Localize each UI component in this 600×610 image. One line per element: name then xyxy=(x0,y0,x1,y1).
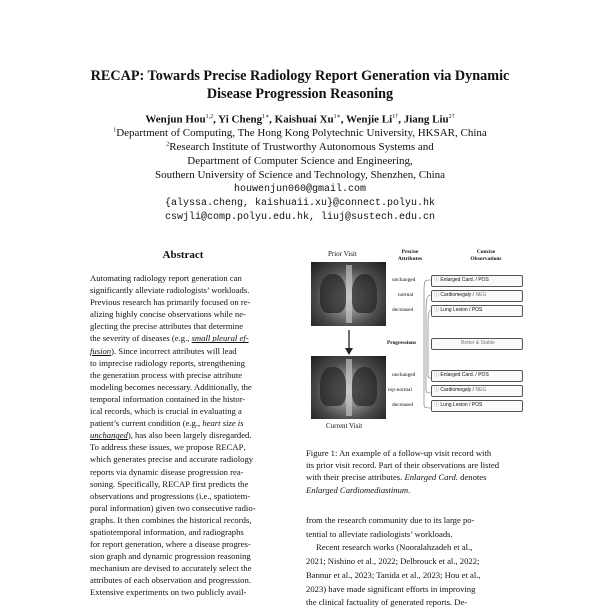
current-visit-label: Current Visit xyxy=(326,422,363,430)
info-icon: ⓘ xyxy=(434,277,440,283)
info-icon: ⓘ xyxy=(434,387,440,393)
prior-observation-box: ⓘ Cardiomegaly / NEG xyxy=(431,290,523,302)
figure-1-caption: Figure 1: An example of a follow-up visit record with its prior visit record. Part of their observations are listed with their precise attributes. Enlarged Card. denotes Enlarged Cardiomediastinum. xyxy=(306,448,500,495)
email-1: houwenjun060@gmail.com xyxy=(233,184,367,195)
prior-attr-3: decreased xyxy=(392,307,414,313)
prior-observation-box: ⓘ Lung Lesion / POS xyxy=(431,305,523,317)
prior-xray-image xyxy=(311,262,386,326)
affiliation-1: $^1$Department of Computing, The Hong Kong Polytechnic University, HKSAR, China xyxy=(113,127,487,139)
prior-visit-label: Prior Visit xyxy=(328,250,357,258)
figure-1 xyxy=(306,244,530,434)
connector-lines xyxy=(421,272,433,417)
progression-box: Better & Stable xyxy=(431,338,523,350)
paper-title-line-2: Disease Progression Reasoning xyxy=(206,86,394,102)
prior-attr-1: unchanged xyxy=(392,277,416,283)
info-icon: ⓘ xyxy=(434,307,440,313)
current-xray-image xyxy=(311,356,386,419)
method-name: RECAP xyxy=(90,68,140,84)
body-text-right: from the research community due to its large po- tential to alleviate radiologists’ workloads. Recent research works (Nooralahzadeh et al., 2021; Nishino et al., 2022; Delbrouck et al., 2022; Bannur et al., 2023; Tanida et al., 2023; Hou et al., 2023) have made significant efforts in improving the clinical factuality of generated reports. De- xyxy=(306,515,481,608)
current-attr-2: top-normal xyxy=(388,387,412,393)
info-icon: ⓘ xyxy=(434,402,440,408)
info-icon: ⓘ xyxy=(434,292,440,298)
author-list: Wenjun Hou$^{1,2}$, Yi Cheng$^{1∗}$, Kaishuai $Xu^{1∗}$, Wenjie $Li^{1\dagger}$, Jiang Liu$^{2\dagger}$ xyxy=(145,113,455,126)
current-observation-box: ⓘ Enlarged Card. / POS xyxy=(431,370,523,382)
paper-title-line-1: RECAP: Towards Precise Radiology Report Generation via Dynamic xyxy=(90,68,510,84)
affiliation-2-dept: Department of Computer Science and Engineering, xyxy=(187,155,413,167)
current-observation-box: ⓘ Cardiomegaly / NEG xyxy=(431,385,523,397)
current-attr-3: decreased xyxy=(392,402,414,408)
current-observation-box: ⓘ Lung Lesion / POS xyxy=(431,400,523,412)
abstract-heading: Abstract xyxy=(162,249,204,261)
affiliation-2-univ: Southern University of Science and Technology, Shenzhen, China xyxy=(154,169,446,181)
prior-observation-box: ⓘ Enlarged Card. / POS xyxy=(431,275,523,287)
abstract-body: Automating radiology report generation can significantly alleviate radiologists’ workloads. Previous research has primarily focused on re- alizing highly concise observations while ne- glecting the precise attributes that determine the severity of diseases (e.g., small pleural ef- fusion). Since incorrect attributes will lead to imprecise radiology reports, strengthening the generation process with precise attribute modeling becomes necessary. Additionally, the temporal information contained in the histor- ical records, which is crucial in evaluating a patient’s current condition (e.g., heart size is unchanged), has also been largely disregarded. To address these issues, we propose RECAP, which generates precise and accurate radiology reports via dynamic disease progression rea- soning. Specifically, RECAP first predicts the observations and progressions (i.e., spatiotem- poral information) given two consecutive radio- graphs. It then combines the historical records, spatiotemporal information, and radiographs for report generation, where a disease progres- sion graph and dynamic progression reasoning mechanism are devised to accurately select the attributes of each observation and progression. Extensive experiments on two publicly avail- xyxy=(90,273,256,598)
email-3: cswjli@comp.polyu.edu.hk, liuj@sustech.edu.cn xyxy=(164,212,436,223)
precise-attributes-header: Precise Attributes xyxy=(397,249,423,262)
email-2: {alyssa.cheng, kaishuaii.xu}@connect.polyu.hk xyxy=(164,198,436,209)
current-attr-1: unchanged xyxy=(392,372,416,378)
progressions-label: Progressions xyxy=(387,340,417,346)
affiliation-2: $^2$Research Institute of Trustworthy Autonomous Systems and xyxy=(166,141,434,153)
info-icon: ⓘ xyxy=(434,372,440,378)
concise-observations-header: Concise Observations xyxy=(470,249,502,262)
down-arrow-icon xyxy=(344,330,354,356)
prior-attr-2: normal xyxy=(398,292,414,298)
